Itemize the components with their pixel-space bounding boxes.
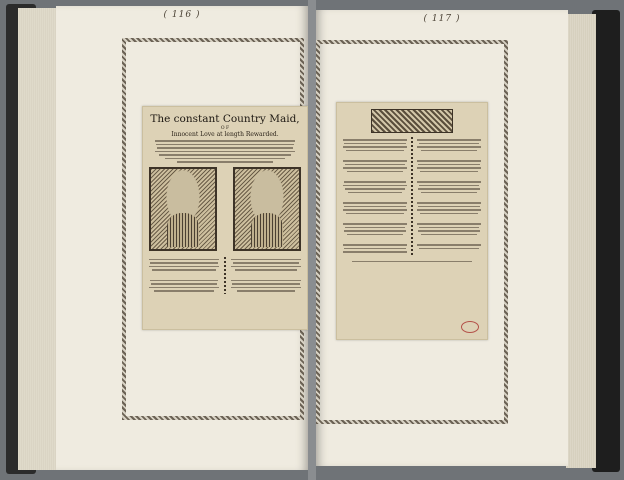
ballad-title: The constant Country Maid, <box>150 113 300 125</box>
library-stamp <box>461 321 479 333</box>
woodcut-portrait-man <box>149 167 217 251</box>
ballad-sheet-right <box>336 102 488 340</box>
printer-imprint-line <box>337 261 487 263</box>
verse-column-left <box>149 257 219 294</box>
right-page <box>316 10 568 466</box>
woodcut-ornament-header <box>371 109 453 133</box>
ballad-title-of: O F <box>220 126 230 131</box>
right-book-cover <box>592 10 620 472</box>
verse-column-right <box>231 257 301 294</box>
right-page-number: ( 117 ) <box>423 14 461 24</box>
ballad-intro-text <box>143 140 307 163</box>
woodcut-portraits <box>143 167 307 251</box>
verse-column-divider <box>224 257 226 294</box>
woodcut-portrait-woman <box>233 167 301 251</box>
ballad-subtitle: Innocent Love at length Rewarded. <box>171 131 279 138</box>
left-page-number: ( 116 ) <box>163 10 201 20</box>
ballad-sheet-left <box>142 106 308 330</box>
ballad-verse-columns <box>143 257 307 294</box>
right-page-edges <box>566 14 596 468</box>
continuation-column-right <box>417 137 481 255</box>
book-gutter <box>308 0 316 480</box>
continuation-column-divider <box>411 137 413 255</box>
left-page <box>56 6 308 470</box>
continuation-column-left <box>343 137 407 255</box>
ballad-continuation-columns <box>337 137 487 255</box>
